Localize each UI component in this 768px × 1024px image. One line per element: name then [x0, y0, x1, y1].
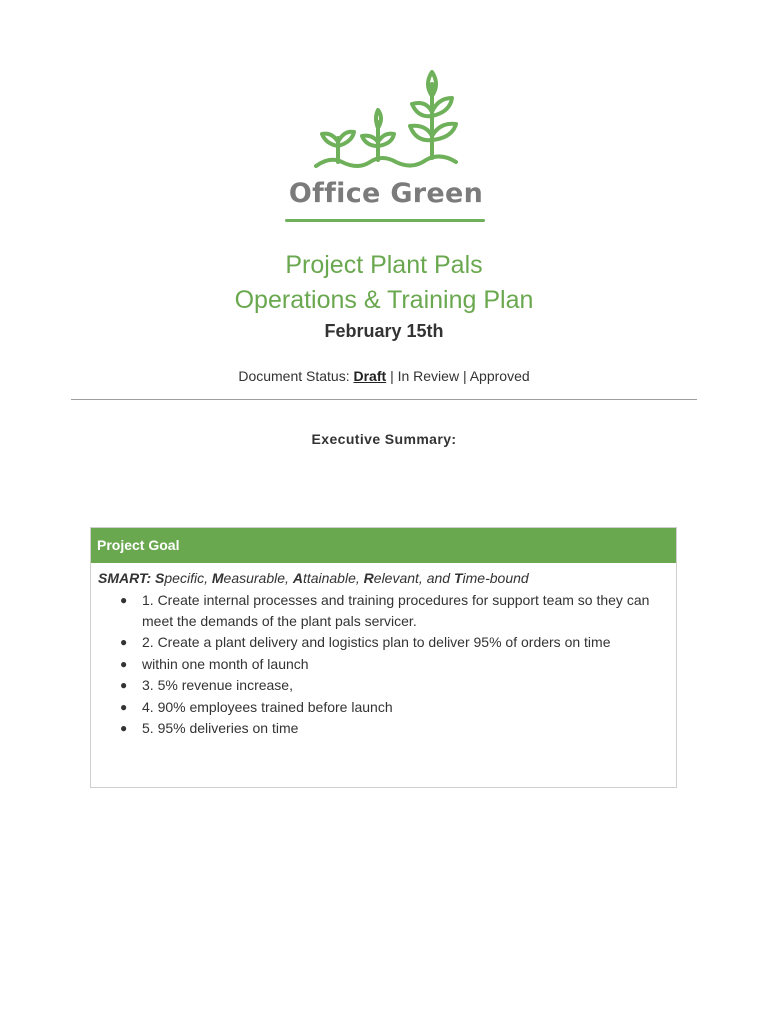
project-goal-body [91, 563, 676, 739]
horizontal-divider [71, 399, 697, 400]
bullet-icon: ● [120, 635, 128, 649]
document-date: February 15th [324, 321, 444, 341]
smart-m-letter: M [211, 570, 224, 586]
smart-m-word: easurable, [223, 570, 289, 586]
document-title: Project Plant Pals [285, 251, 483, 279]
status-separator: | [462, 368, 467, 384]
status-separator: | [390, 368, 394, 384]
list-item [98, 697, 670, 718]
brand-name: Office Green [288, 178, 484, 209]
smart-a-letter: A [292, 570, 303, 586]
brand-underline [285, 219, 485, 222]
document-status [0, 368, 768, 384]
bullet-icon: ● [120, 593, 128, 607]
list-item [98, 718, 670, 739]
smart-a-word: ttainable, [302, 570, 360, 586]
smart-label: SMART: [98, 570, 152, 586]
status-approved-link[interactable]: Approved [469, 368, 530, 384]
list-item-text: 2. Create a plant delivery and logistics plan to deliver 95% of orders on time [142, 634, 611, 650]
smart-definition [98, 569, 670, 587]
document-subtitle: Operations & Training Plan [234, 286, 534, 314]
smart-s-letter: S [155, 570, 165, 586]
smart-r-word: elevant, and [373, 570, 451, 586]
project-goal-table [90, 527, 677, 788]
smart-s-word: pecific, [164, 570, 208, 586]
list-item-text: within one month of launch [142, 655, 309, 672]
list-item-text: 5. 95% deliveries on time [142, 720, 299, 736]
list-item-text: 4. 90% employees trained before launch [142, 698, 393, 715]
executive-summary-heading: Executive Summary: [311, 431, 457, 447]
status-draft-link[interactable]: Draft [353, 368, 387, 384]
list-item [98, 654, 670, 675]
bullet-icon: ● [120, 699, 128, 714]
smart-t-letter: T [453, 570, 463, 586]
goal-list [98, 590, 670, 739]
list-item [98, 675, 670, 696]
status-label: Document Status: [238, 368, 350, 384]
project-goal-header: Project Goal [91, 528, 676, 563]
list-item-text: 1. Create internal processes and training procedures for support team so they can meet the demands of the plant pals servicer. [142, 592, 650, 629]
status-in-review-link[interactable]: In Review [397, 368, 460, 384]
smart-t-word: ime-bound [462, 570, 529, 586]
sprouting-plants-icon [270, 66, 500, 236]
bullet-icon: ● [120, 656, 128, 671]
list-item-text: 3. 5% revenue increase, [142, 677, 293, 693]
office-green-logo [270, 66, 500, 236]
bullet-icon: ● [120, 721, 128, 735]
bullet-icon: ● [120, 678, 128, 692]
smart-r-letter: R [363, 570, 374, 586]
list-item [98, 590, 670, 631]
list-item [98, 632, 670, 653]
